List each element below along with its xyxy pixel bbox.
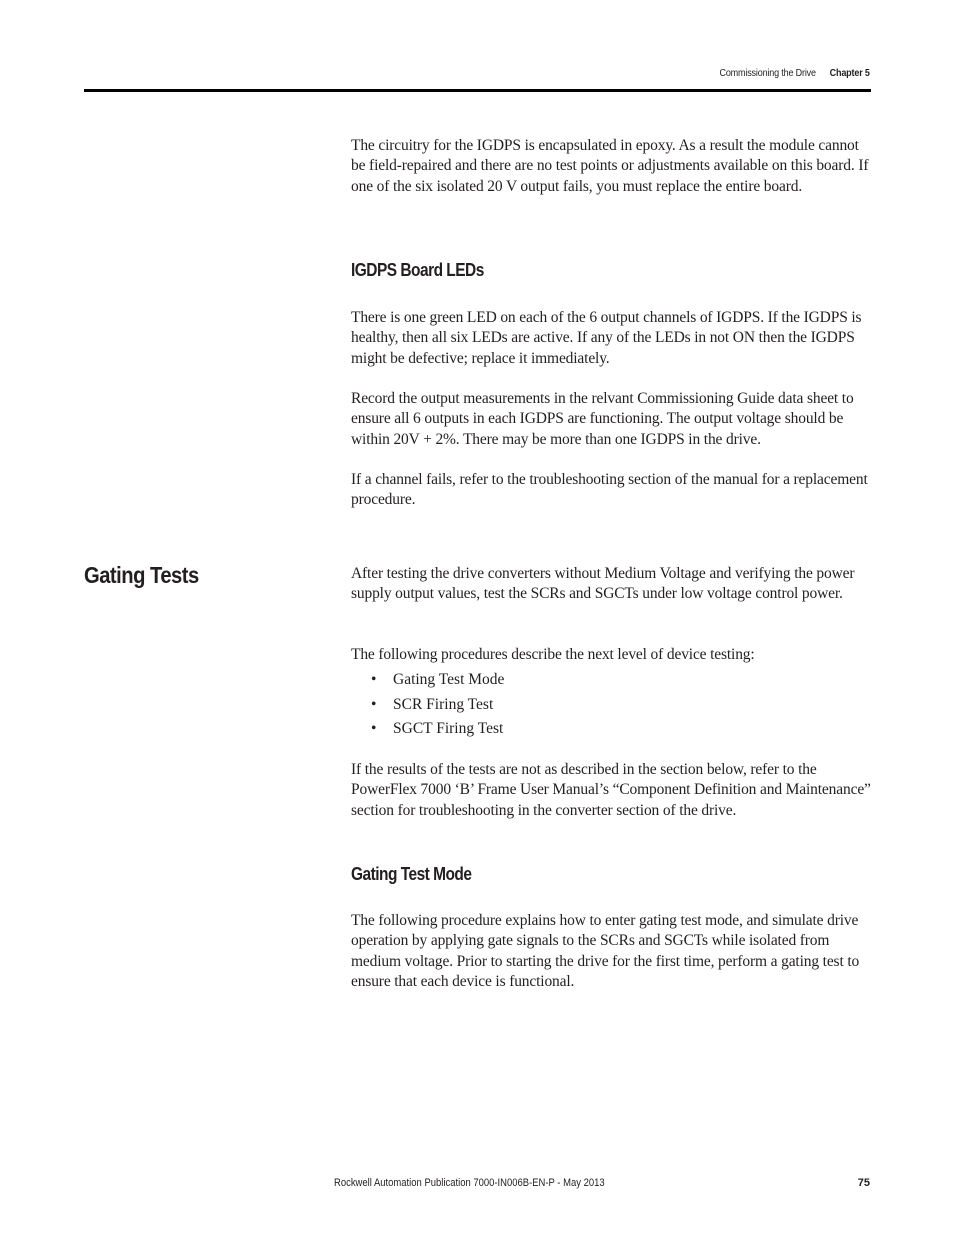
mode-paragraph-1: The following procedure explains how to enter gating test mode, and simulate drive operation by applying gate signals to the SCRs and SGCTs while isolated from medium voltage. Prior to starting the drive for the first time, perform a gating test to ensure that each device is functional. [351,912,860,990]
gating-paragraph-3: If the results of the tests are not as described in the section below, refer to the PowerFlex 7000 ‘B’ Frame User Manual’s “Component Definition and Maintenance” section for troubleshooting in the converter section of the drive. [351,761,871,819]
procedure-list [371,668,504,742]
bullet: • [371,695,377,713]
bullet: • [371,720,377,737]
list-item [371,717,504,742]
gating-tests-heading: Gating Tests [84,562,199,588]
page-number: 75 [857,1177,870,1189]
header-chapter: Chapter 5 [829,67,870,79]
gating-paragraph-2: The following procedures describe the next level of device testing: [351,646,755,663]
footer-publication: Rockwell Automation Publication 7000-IN006B-EN-P - May 2013 [334,1177,605,1189]
header-section-title: Commissioning the Drive [719,67,817,79]
list-item-label: SGCT Firing Test [393,720,504,737]
header-rule [84,89,871,92]
intro-paragraph: The circuitry for the IGDPS is encapsulated in epoxy. As a result the module cannot be field-repaired and there are no test points or adjustments available on this board. If one of the six isolated 20 V output fails, you must replace the entire board. [351,137,869,195]
leds-paragraph-1: There is one green LED on each of the 6 output channels of IGDPS. If the IGDPS is healthy, then all six LEDs are active. If any of the LEDs in not ON then the IGDPS might be defective; replace it immediately. [351,309,862,367]
bullet: • [371,671,377,688]
running-header [720,67,870,79]
list-item-label: Gating Test Mode [393,671,505,688]
list-item-label: SCR Firing Test [393,695,494,713]
leds-paragraph-2: Record the output measurements in the relvant Commissioning Guide data sheet to ensure all 6 outputs in each IGDPS are functioning. The output voltage should be within 20V + 2%. There may be more than one IGDPS in the drive. [351,390,854,448]
list-item [371,693,504,718]
list-item [371,668,504,693]
gating-paragraph-1: After testing the drive converters without Medium Voltage and verifying the power supply output values, test the SCRs and SGCTs under low voltage control power. [351,565,855,603]
leds-paragraph-3: If a channel fails, refer to the troubleshooting section of the manual for a replacement procedure. [351,471,868,509]
igdps-leds-heading: IGDPS Board LEDs [351,260,484,280]
gating-test-mode-heading: Gating Test Mode [351,864,472,884]
